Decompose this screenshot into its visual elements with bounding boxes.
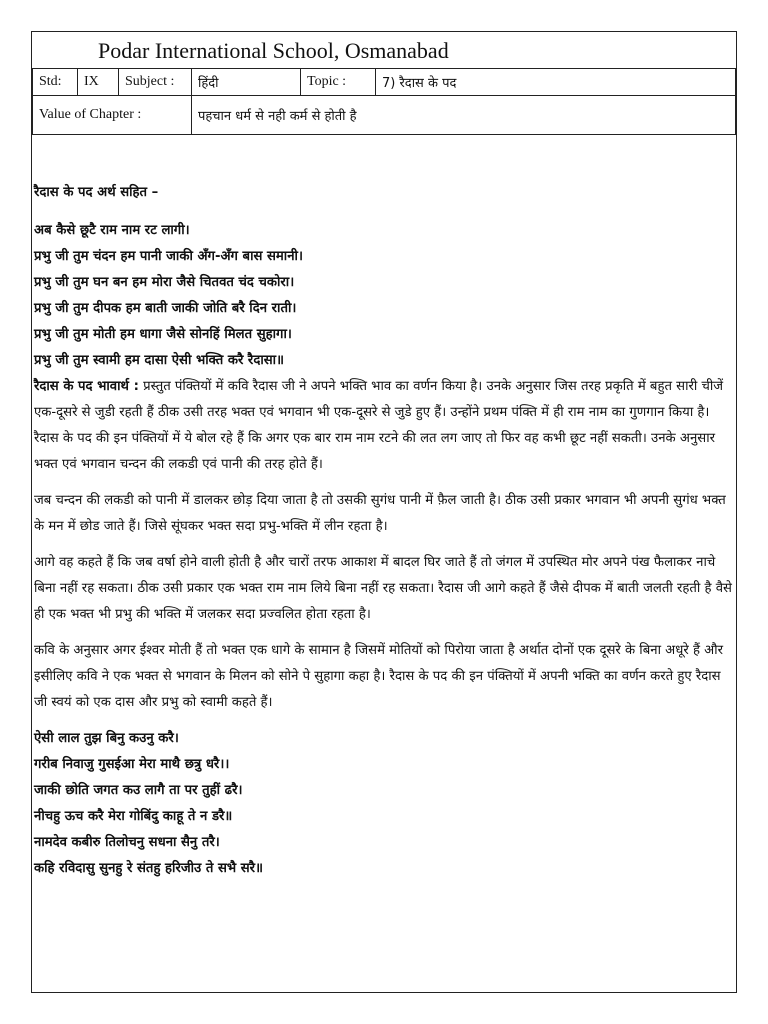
verse-line: प्रभु जी तुम चंदन हम पानी जाकी अँग-अँग बास समानी। [34, 249, 303, 264]
bhavarth-paragraph [34, 374, 734, 478]
topic-value: 7) रैदास के पद [376, 69, 736, 96]
verse-one [34, 218, 734, 374]
value-label: Value of Chapter : [33, 96, 192, 135]
paragraph: कवि के अनुसार अगर ईश्वर मोती हैं तो भक्त एक धागे के सामान है जिसमें मोतियों को पिरोया जाता है अर्थात दोनों एक दूसरे के बिना अधूरे हैं और इसीलिए कवि ने एक भक्त से भगवान के मिलन को सोने पे सुहागा कहा है। रैदास के पद की इन पंक्तियों में अपनी भक्ति का वर्णन करते हुए रैदास जी स्वयं को एक दास और प्रभु को स्वामी कहते हैं। [34, 643, 724, 710]
verse-line: प्रभु जी तुम घन बन हम मोरा जैसे चितवत चंद चकोरा। [34, 275, 295, 290]
paragraph-text: प्रस्तुत पंक्तियों में कवि रैदास जी ने अपने भक्ति भाव का वर्णन किया है। उनके अनुसार जिस तरह प्रकृति में बहुत सारी चीजें एक-दूसरे से जुडी रहती हैं ठीक उसी तरह भक्त एवं भगवान भी एक-दूसरे से जुडे हुए हैं। उन्होंने प्रथम पंक्ति में ही राम नाम का गुणगान किया है। रैदास के पद की इन पंक्तियों में ये बोल रहे हैं कि अगर एक बार राम नाम रटने की लत लग जाए तो फिर वह कभी छूट नहीं सकती। उनके अनुसार भक्त एवं भगवान चन्दन की लकडी एवं पानी की तरह होते हैं। [34, 379, 724, 472]
section-heading: रैदास के पद अर्थ सहित – [34, 185, 159, 200]
verse-line: नामदेव कबीरु तिलोचनु सधना सैनु तरै। [34, 835, 220, 850]
verse-line: कहि रविदासु सुनहु रे संतहु हरिजीउ ते सभै सरै॥ [34, 861, 263, 876]
verse-line: गरीब निवाजु गुसईआ मेरा माथै छत्रु धरै।। [34, 757, 230, 772]
std-label: Std: [33, 69, 78, 96]
content [32, 180, 736, 882]
verse-line: नीचहु ऊच करै मेरा गोबिंदु काहू ते न डरै॥ [34, 809, 233, 824]
verse-line: जाकी छोति जगत कउ लागै ता पर तुहीं ढरै। [34, 783, 243, 798]
verse-line: प्रभु जी तुम दीपक हम बाती जाकी जोति बरै दिन राती। [34, 301, 297, 316]
verse-line: ऐसी लाल तुझ बिनु कउनु करै। [34, 731, 179, 746]
verse-two [34, 726, 734, 882]
subject-value: हिंदी [192, 69, 301, 96]
value-text: पहचान धर्म से नही कर्म से होती है [192, 96, 736, 135]
topic-label: Topic : [301, 69, 376, 96]
school-name: Podar International School, Osmanabad [98, 38, 449, 63]
page-frame [31, 31, 737, 993]
bhavarth-label: रैदास के पद भावार्थ : [34, 379, 139, 394]
verse-line: प्रभु जी तुम मोती हम धागा जैसे सोनहिं मिलत सुहागा। [34, 327, 292, 342]
header-table [32, 68, 736, 135]
paragraph: जब चन्दन की लकडी को पानी में डालकर छोड़ दिया जाता है तो उसकी सुगंध पानी में फ़ैल जाती है। ठीक उसी प्रकार भगवान भी अपनी सुगंध भक्त के मन में छोड जाते हैं। जिसे सूंघकर भक्त सदा प्रभु-भक्ति में लीन रहता है। [34, 493, 726, 534]
verse-line: प्रभु जी तुम स्वामी हम दासा ऐसी भक्ति करै रैदासा॥ [34, 353, 284, 368]
std-value: IX [78, 69, 119, 96]
paragraph: आगे वह कहते हैं कि जब वर्षा होने वाली होती है और चारों तरफ आकाश में बादल घिर जाते हैं तो जंगल में उपस्थित मोर अपने पंख फैलाकर नाचे बिना नहीं रह सकता। ठीक उसी प्रकार एक भक्त राम नाम लिये बिना नहीं रह सकता। रैदास जी आगे कहते हैं जैसे दीपक में बाती जलती रहती है वैसे ही एक भक्त भी प्रभु की भक्ति में जलकर सदा प्रज्वलित होता रहता है। [34, 555, 732, 622]
subject-label: Subject : [119, 69, 192, 96]
verse-line: अब कैसे छूटै राम नाम रट लागी। [34, 223, 190, 238]
